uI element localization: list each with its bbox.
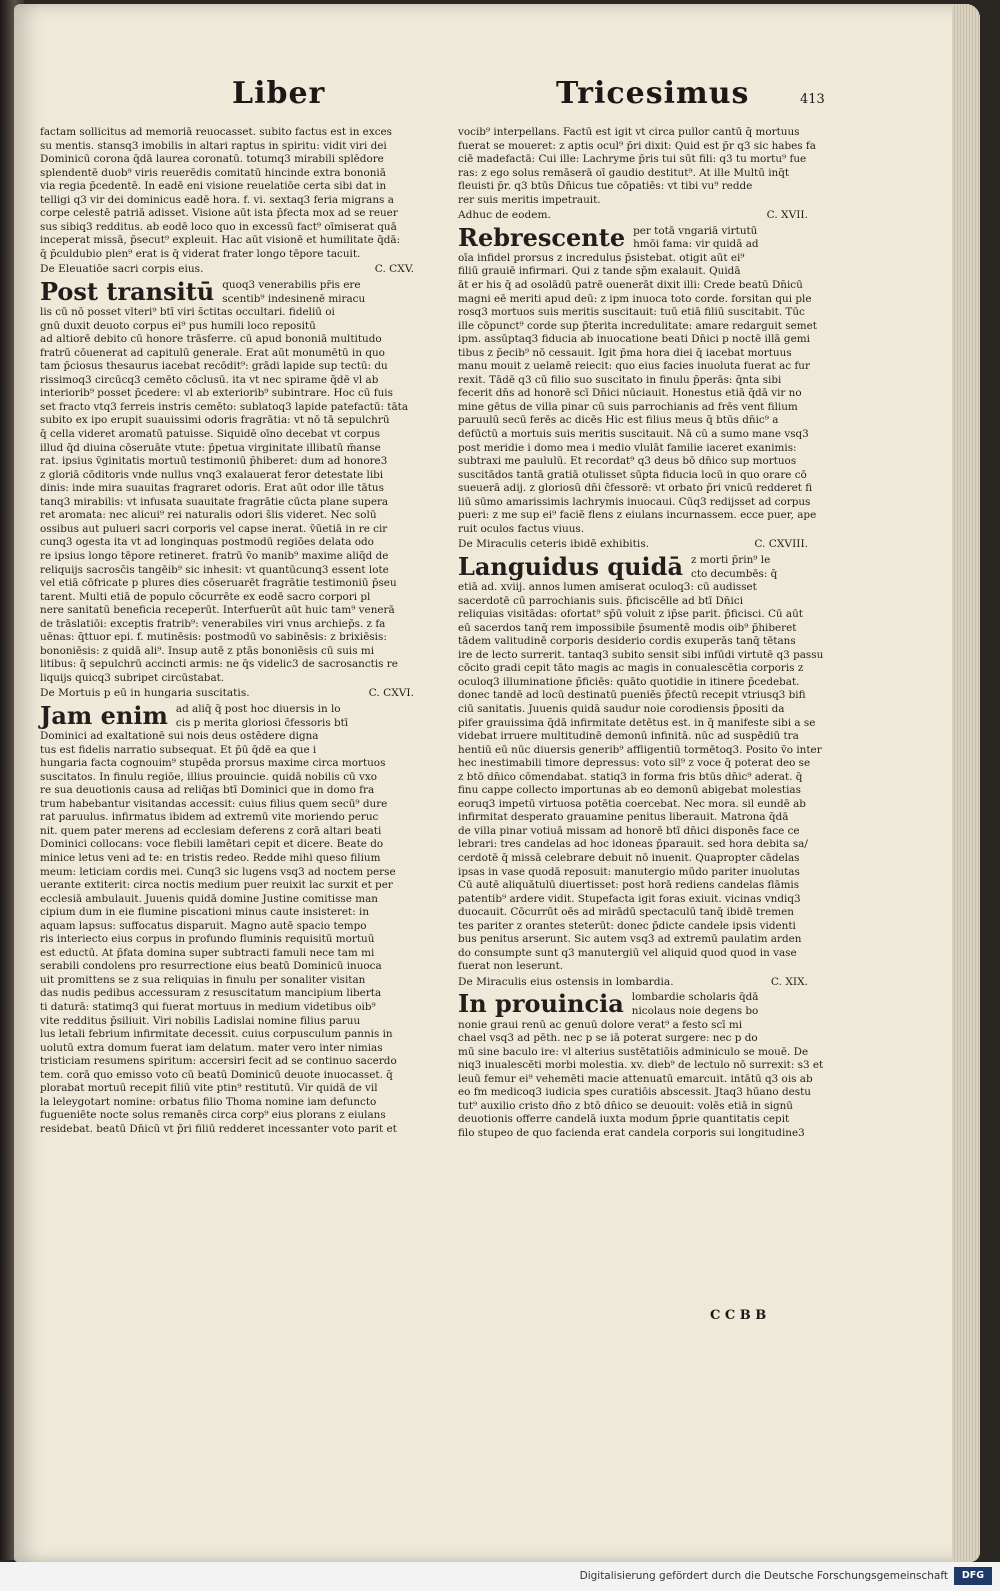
text-line: suscitatos. In finulu regiōe, illius prouincie. quidā nobilis cū vxo [40,770,377,783]
text-line: hentiū eū nūc diuersis generib⁹ affligentiū tormētoq3. Posito v̄o inter [458,743,822,756]
text-line: ecclesiā ambulauit. Juuenis quidā domine Justine comitisse man [40,892,378,905]
text-line: residebat. beatū Dn̄icū vt p̄ri filiū redderet incessanter voto parit et [40,1122,397,1135]
chapter-heading-cxvii [458,209,826,223]
chapter-title: De Eleuatiōe sacri corpis eius. [40,263,204,276]
text-line: dinis: inde mira suauitas fragraret odoris. Erat aūt odor ille tātus [40,482,384,495]
text-line: corpe celestē patriā adisset. Visione aūt ista p̄fecta mox ad se reuer [40,207,398,220]
text-line: est eductū. At p̄fata domina super subtracti famuli nece tam mi [40,946,375,959]
chapter-body-cxviii [458,551,826,974]
text-line: aquam lapsus: suffocatus disparuit. Magno autē spacio tempo [40,919,367,932]
chapter-body-cxix [458,991,826,1140]
text-line: tādem valitudinē corporis desiderio cordis exuperās tanq̄ tētans [458,635,796,648]
text-line: post meridie i domo mea i medio vlulāt familie iaceret exanimis: [458,441,797,454]
text-line: ras: z ego solus remāserā oī gaudio destitut⁹. At ille Multū inq̄t [458,166,790,179]
text-line: re ipsius longo tēpore retineret. fratrū v̄o manib⁹ maxime aliq̄d de [40,549,389,562]
text-line: ret aromata: nec alicui⁹ rei naturalis odori s̄lis videret. Nec solū [40,509,377,522]
chapter-title: De Mortuis p eū in hungaria suscitatis. [40,687,250,700]
text-line: fuerat non leserunt. [458,960,564,973]
text-line: tarent. Multi etiā de populo cōcurrēte ex eodē sacro corpori pl [40,590,371,603]
text-line: nicolaus noie degens bo [631,1005,759,1017]
right-column [458,126,826,1140]
text-line: z btō dn̄ico cōmendabat. statiq3 in forma fris btūs dn̄ic⁹ aderat. q̄ [458,770,803,783]
chapter-body-cxvi [40,700,432,1137]
chapter-heading-cxviii [458,538,826,552]
text-line: donec tandē ad locū destinatū pueniēs p̄fectū recepit vtriusq3 b̄ifi [458,689,806,702]
text-line: inceperat missā, p̄secut⁹ expleuit. Hac aūt visionē et humilitate q̄dā: [40,234,401,247]
text-line: reliquias visitādas: ofortat⁹ sp̄ū voluit z ip̄se parit. p̄ficisci. Cū aūt [458,608,803,621]
left-column [40,126,432,1136]
decorated-initial: Jam enim [40,700,168,730]
text-line: ad altiorē debito cū honore trāsferre. cū apud bononiā multitudo [40,333,382,346]
text-line: niq3 inualescēti morbi molestia. xv. dieb⁹ de lectulo nō surrexit: s3 et [458,1059,824,1072]
text-line: z gloriā cōditoris vnde nullus vnq3 exalauerat feror detestate libi [40,468,384,481]
dfg-logo: DFG [954,1567,992,1585]
text-line: illud q̄d diuina cōseruāte vtute: p̄petua virginitate illibatū m̄anse [40,441,381,454]
text-line: rat. ipsius v̄ginitatis mortuū testimoniū p̄hiberet: dum ad honore3 [40,455,388,468]
text-line: videbat irruere multitudinē demonū infinitā. nūc ad suspēdiū tra [458,730,799,743]
text-line: z morti p̄rin⁹ le [691,553,771,566]
text-line: scentib⁹ indesinenē miracu [222,292,366,305]
text-line: oculoq3 illuminatione p̄ficiēs: quāto quotidie in itinere p̄cedebat. [458,675,800,688]
text-line: filiū grauiē infirmari. Qui z tande sp̄m exalauit. Quidā [458,265,741,278]
text-line: cunq3 ogesta ita vt ad longinquas postmodū regiōes delata odo [40,536,374,549]
text-line: ire de lecto surrerit. tantaq3 subito sensit sibi infūdi virtutē q3 passu [458,648,824,661]
text-line: fratrū cōuenerat ad capitulū generale. Erat aūt monumētū in quo [40,346,385,359]
text-line: bus penitus arserunt. Sic autem vsq3 ad extremū paulatim arden [458,933,802,946]
text-line: manu mouit z uelamē reiecit: quo eius facies inuoluta fuerat ac fur [458,360,810,373]
text-line: factam sollicitus ad memoriā reuocasset. subito factus est in exces [40,126,392,138]
text-line: pifer grauissima q̄dā infirmitate detētus est. in q̄ manifeste sibi a se [458,716,816,729]
text-line: set fracto vtq3 ferreis instris cemēto: sublatoq3 lapide patefactū: tāta [40,400,409,413]
chapter-number: C. XVII. [766,209,808,222]
text-line: uerante extiterit: circa noctis medium puer reuixit lac surxit et per [40,879,393,892]
chapter-heading-cxv [40,263,432,277]
text-line: cerdotē q̄ missā celebrare debuit nō inuenit. Quapropter cādelas [458,851,800,864]
chapter-number: C. CXV. [374,263,414,276]
text-line: subtraxi me paululū. Et recordat⁹ q3 deus b̄ō dn̄ico sup mortuos [458,455,797,468]
text-line: sacerdotē cū parrochianis suis. p̄ficiscēlle ad btī Dn̄ici [458,594,744,607]
text-line: lis cū nō posset vlteri⁹ btī viri s̄ctitas occultari. fideliū oi [40,306,335,319]
text-line: nonie graui renū ac genuū dolore verat⁹ a festo scī mi [458,1018,743,1031]
text-line: duocauit. Cōcurrūt oēs ad mirādū spectaculū tanq̄ ibidē tremen [458,906,794,919]
text-line: rissimoq3 circūcq3 cemēto cōclusū. ita vt nec spirame q̄dē vl ab [40,373,379,386]
text-line: via regia p̄cedentē. In eadē eni visione reuelatiōe certa sibi dat in [40,180,387,193]
text-line: ossibus aut pulueri sacri corporis vel capse inerat. v̄ūetiā in re cir [40,522,388,535]
chapter-body-cxv [40,279,432,685]
text-line: ille cōpunct⁹ corde sup p̄terita incredulitate: amare redarguit semet [458,319,817,332]
text-line: hmōi fama: vir quidā ad [633,238,759,251]
text-line: rer suis meritis impetrauit. [458,193,601,206]
text-line: sus sibiq3 redditus. ab eodē loco quo in excessū fact⁹ oīmiserat quā [40,220,397,233]
text-line: ad aliq̄ q̄ post hoc diuersis in lo [175,702,341,715]
text-line: Dominici collocans: voce flebili lamētari cepit et dicere. Beate do [40,838,384,851]
text-line: ipsas in vase quodā reposuit: manutergio mūdo pariter inuolutas [458,865,800,878]
text-line: tam p̄ciosus thesaurus iacebat recōdit⁹: grādi lapide sup tectū: du [40,360,388,373]
text-line: tes pariter z orantes steterūt: donec p̄dicte candele ipsis videnti [458,919,796,932]
text-line: serabili condolens pro resurrectione eius beatū Dominicū inuoca [40,960,382,973]
text-line: lus letali febrium infirmitate decessit. cuius corpusculum pannis in [40,1028,393,1041]
text-line: uēnas: q̄ttuor epi. f. mutinēsis: postmodū vo sabinēsis: z brixiēsis: [40,631,387,644]
text-line: ciū sanitatis. Juuenis quidā saudur noie corodiensis p̄positi da [458,702,785,715]
text-line: oīa infidel prorsus z incredulus p̄sistebat. otigit aūt ei⁹ [458,251,745,264]
page-edges [952,4,980,1562]
text-line: ipm. assūptaq3 fiducia ab inuocatione beati Dn̄ici p noctē illā gemi [458,333,810,346]
chapter-heading-cxix [458,976,826,990]
chapter-text [458,222,826,537]
text-line: Dominici ad exaltationē sui nois deus ostēdere digna [40,730,319,743]
text-line: rosq3 mortuos suis meritis suscitauit: tuū etiā filiū suscitabit. Tūc [458,306,805,319]
text-line: mū sine baculo ire: vl alterius sustētatiōis adminiculo se mouē. De [458,1045,809,1058]
text-line: hungaria facta cognouim⁹ stupēda prorsus maxime circa mortuos [40,757,386,770]
chapter-number: C. XIX. [770,975,808,988]
text-line: fuerat se moueret: z aptis ocul⁹ p̄ri dixit: Quid est p̄r q3 sic habes fa [458,139,816,152]
chapter-title: De Miraculis eius ostensis in lombardia. [458,975,674,988]
text-line: sueuerā adij. z gloriosū dn̄i c̄fessorē: vt orbato p̄ri vnicū redderet fi [458,482,813,495]
text-line: q̄ cella videret aromatū patuisse. Siquidē oīno decebat vt corpus [40,428,380,441]
text-line: tibus z p̄ecib⁹ nō cessauit. Igit p̄ma hora diei q̄ iacebat mortuus [458,346,792,359]
text-line: tut⁹ auxilio cristo dn̄o z btō dn̄ico se deuouit: volēs etiā in signū [458,1099,793,1112]
text-line: rexit. Tādē q3 cū filio suo suscitato in finulu p̄perās: q̄nta sibi [458,373,782,386]
text-line: interiorib⁹ posset p̄cedere: vl ab exteriorib⁹ subintrare. Hoc cū fuis [40,387,393,400]
chapter-title: Adhuc de eodem. [458,209,551,222]
text-line: cōcito gradi cepit tāto magis ac magis in conualescētia corporis z [458,662,804,675]
text-line: q̄ p̄culdubio plen⁹ erat is q̄ viderat frater longo tēpore tacuit. [40,247,361,260]
text-line: eoruq3 impetū virtuosa potētia coercebat. Nec mora. sil eundē ab [458,797,806,810]
text-line: filo stupeo de quo facienda erat candela corporis sui longitudine3 [458,1126,805,1139]
text-line: das nudis pedibus accessuram z resuscitatum mancipium liberta [40,987,382,1000]
text-line: āt er his q̄ ad osolādū patrē ouenerāt dixit illi: Crede beatū Dn̄icū [458,279,803,292]
text-line: tanq3 mirabilis: vt infusata suauitate fragrātie cūcta plane supera [40,495,389,508]
text-line: plorabat mortuū recepit filiū vite ptin⁹ restitutū. Vir quidā de vil [40,1082,378,1095]
text-line: trum habebantur visitandas accessit: cuius filius quem secū⁹ dure [40,797,388,810]
text-line: magni eē meriti apud deū: z ipm inuoca toto corde. forsitan qui ple [458,292,812,305]
text-line: chael vsq3 ad pēth. nec p se iā poterat surgere: nec p do [458,1032,758,1045]
text-line: mine gētus de villa pinar cū suis parrochianis ad frēs vent filium [458,400,798,413]
text-line: minice letus veni ad te: en tristis redeo. Redde mihi queso filium [40,851,381,864]
folio-number: 413 [800,92,825,107]
running-head-left: Liber [232,76,326,111]
text-line: lombardie scholaris q̄dā [631,991,759,1004]
text-line: telligi q3 vir dei dominicus eadē hora. f. vi. sextaq3 feria migrans a [40,193,394,206]
text-line: vocib⁹ interpellans. Factū est igit vt circa pullor cantū q̄ mortuus [458,126,800,138]
text-line: Cū autē aliquātulū diuertisset: post horā rediens candelas flāmis [458,879,800,892]
text-line: uolutū extra domum fuerat iam delatum. mater vero inter nimias [40,1041,383,1054]
text-line: litibus: q̄ sepulchrū accincti armis: ne q̄s videlic3 de sacrosanctis re [40,658,398,671]
chapter-heading-cxvi [40,687,432,701]
text-line: subito ex ipo erupit suauissimi odoris fragrātia: vt nō tā sepulchrū [40,414,390,427]
text-line: pueri: z me sup ei⁹ faciē flens z eiulans incurnassem. ecce puer, ape [458,509,817,522]
text-line: ciē madefactā: Cui ille: Lachryme p̄ris tui sūt fili: q3 tu mortu⁹ fue [458,153,807,166]
text-line: vel etiā cōfricate p plures dies cōseruarēt fragrātie testimoniū p̄seu [40,577,397,590]
text-line: fugueniēte nocte solus remanēs circa corp⁹ eius plorans z eiulans [40,1109,386,1122]
text-line: liquijs quicq3 subripet circūstabat. [40,671,225,684]
decorated-initial: Languidus quidā [458,551,683,581]
text-line: su mentis. stansq3 imobilis in altari raptus in spiritu: vidit viri dei [40,139,387,152]
running-head-right: Tricesimus [556,76,750,111]
text-line: paruulū secū ferēs ac dicēs Hic est filius meus q̄ btūs dn̄ic⁹ a [458,414,779,427]
digitization-footer [0,1562,1000,1591]
text-line: la leleygotart nomine: orbatus filio Thoma nomine iam defuncto [40,1095,377,1108]
text-line: etiā ad. xviij. annos lumen amiserat oculoq3: cū audisset [458,581,757,594]
text-line: uit promittens se z sua reliquias in finulu per sonaliter visitan [40,973,366,986]
text-line: defūctū a mortuis suis meritis suscitauit. Nā cū a sumo mane vsq3 [458,428,809,441]
text-line: ti daturā: statimq3 qui fuerat mortuus in medium videtibus oib⁹ [40,1001,376,1013]
text-line: de trāslatiōi: exceptis fratrib⁹: venerabiles viri vnus archiep̄s. z fa [40,617,386,630]
left-intro [40,126,432,261]
chapter-text [40,279,432,685]
text-line: suscitādos tantā gratiā otulisset sūpta fiducia locū in quo orare cō [458,468,807,481]
text-line: ruit oculos factus viuus. [458,522,585,535]
decorated-initial: Post transitū [40,277,215,307]
text-line: fleuisti p̄r. q3 btūs Dn̄icus tue cōpatiēs: vt tibi vu⁹ redde [458,180,753,193]
text-line: fecerit dn̄s ad honorē scī Dn̄ici nūciauit. Honestus etiā q̄dā vir no [458,387,802,400]
text-line: re sua deuotionis causa ad reliq̄as btī Dominici que in domo fra [40,784,375,797]
chapter-number: C. CXVI. [368,687,414,700]
signature-mark: C C B B [710,1308,767,1323]
text-line: nit. quem pater merens ad ecclesiam deferens z corā altari beati [40,824,382,837]
text-line: vite redditus p̄siliuit. Viri nobilis Ladislai nomine filius paruu [40,1014,361,1027]
text-line: deuotionis offerre candelā iuxta modum p̄prie quantitatis cepit [458,1113,790,1126]
text-line: rat paruulus. infirmatus ibidem ad extremū vite moriendo peruc [40,811,379,824]
text-line: cis p merita gloriosi c̄fessoris btī [175,716,349,729]
text-line: Dominicū corona q̄dā laurea coronatū. totumq3 mirabili splēdore [40,153,384,166]
text-line: eo fm medicoq3 iudicia spes curatiōis abscessit. Jtaq3 hūano destu [458,1086,811,1099]
text-line: infirmitat desperato grauamine penitus liberauit. Matrona q̄dā [458,811,789,824]
text-line: per totā vngariā virtutū [633,224,758,237]
text-line: finu cappe collecto importunas ab eo demonū abigebat molestias [458,784,801,797]
text-line: tem. corā quo emisso voto cū beatū Dominicū deuote inuocasset. q̄ [40,1068,393,1081]
text-line: hec inestimabili timore depressus: voto sil⁹ z voce q̄ poterat deo se [458,757,811,770]
chapter-text [40,700,432,1137]
chapter-title: De Miraculis ceteris ibidē exhibitis. [458,538,650,551]
chapter-number: C. CXVIII. [754,538,808,551]
text-line: nere sanitatū beneficia receperūt. Interfuerūt aūt huic tam⁹ venerā [40,604,395,617]
text-line: tus est fidelis narratio subsequat. Et p̄ū q̄dē ea que i [40,743,317,756]
text-line: tristiciam resumens spiritum: accersiri fecit ad se continuo sacerdo [40,1055,397,1068]
text-line: splendentē duob⁹ viris reuerēdis comitatū hincinde extra bononiā [40,166,386,179]
text-line: quoq3 venerabilis pr̄is ere [222,279,361,292]
text-line: eū sacerdos tanq̄ rem impossibile p̄sumentē modis oib⁹ p̄hiberet [458,621,797,634]
text-line: lebrari: tres candelas ad hoc idoneas p̄parauit. sed hora debita sa/ [458,838,808,851]
chapter-text [458,551,826,974]
text-line: de villa pinar votiuā missam ad honorē btī dn̄ici disponēs face ce [458,824,800,837]
chapter-body-cxvii [458,222,826,537]
text-line: liū sūmo amarissimis lachrymis inuocaui. Cūq3 redijsset ad corpus [458,495,811,508]
text-line: meum: leticiam cordis mei. Cunq3 sic lugens vsq3 ad noctem perse [40,865,396,878]
text-line: patentib⁹ ardere vidit. Stupefacta igit foras exiuit. vicinas vndiq3 [458,892,801,905]
text-line: cto decumbēs: q̄ [691,567,778,580]
decorated-initial: Rebrescente [458,222,626,252]
right-intro [458,126,826,207]
decorated-initial: In prouincia [458,989,624,1019]
text-line: cipium dum in eie flumine piscationi minus caute insisteret: in [40,906,370,919]
text-line: gnū duxit deuoto corpus ei⁹ pus humili loco repositū [40,319,316,332]
text-line: leuū femur ei⁹ vehemēti macie attenuatū emarcuit. intātū q3 ois ab [458,1072,813,1085]
text-line: bononiēsis: z quidā ali⁹. Insup autē z ptās bononiēsis cū suis mi [40,644,375,657]
text-line: ris interiecto eius corpus in profundo fluminis requisitū mortuū [40,933,375,946]
text-line: do consumpte sunt q3 manutergiū vel aliquid quod quod in vase [458,946,797,959]
funding-credit: Digitalisierung gefördert durch die Deutsche Forschungsgemeinschaft [579,1570,948,1582]
text-line: reliquijs sacrosc̄is tangēib⁹ sic inhesit: vt quantūcunq3 essent lote [40,563,389,576]
